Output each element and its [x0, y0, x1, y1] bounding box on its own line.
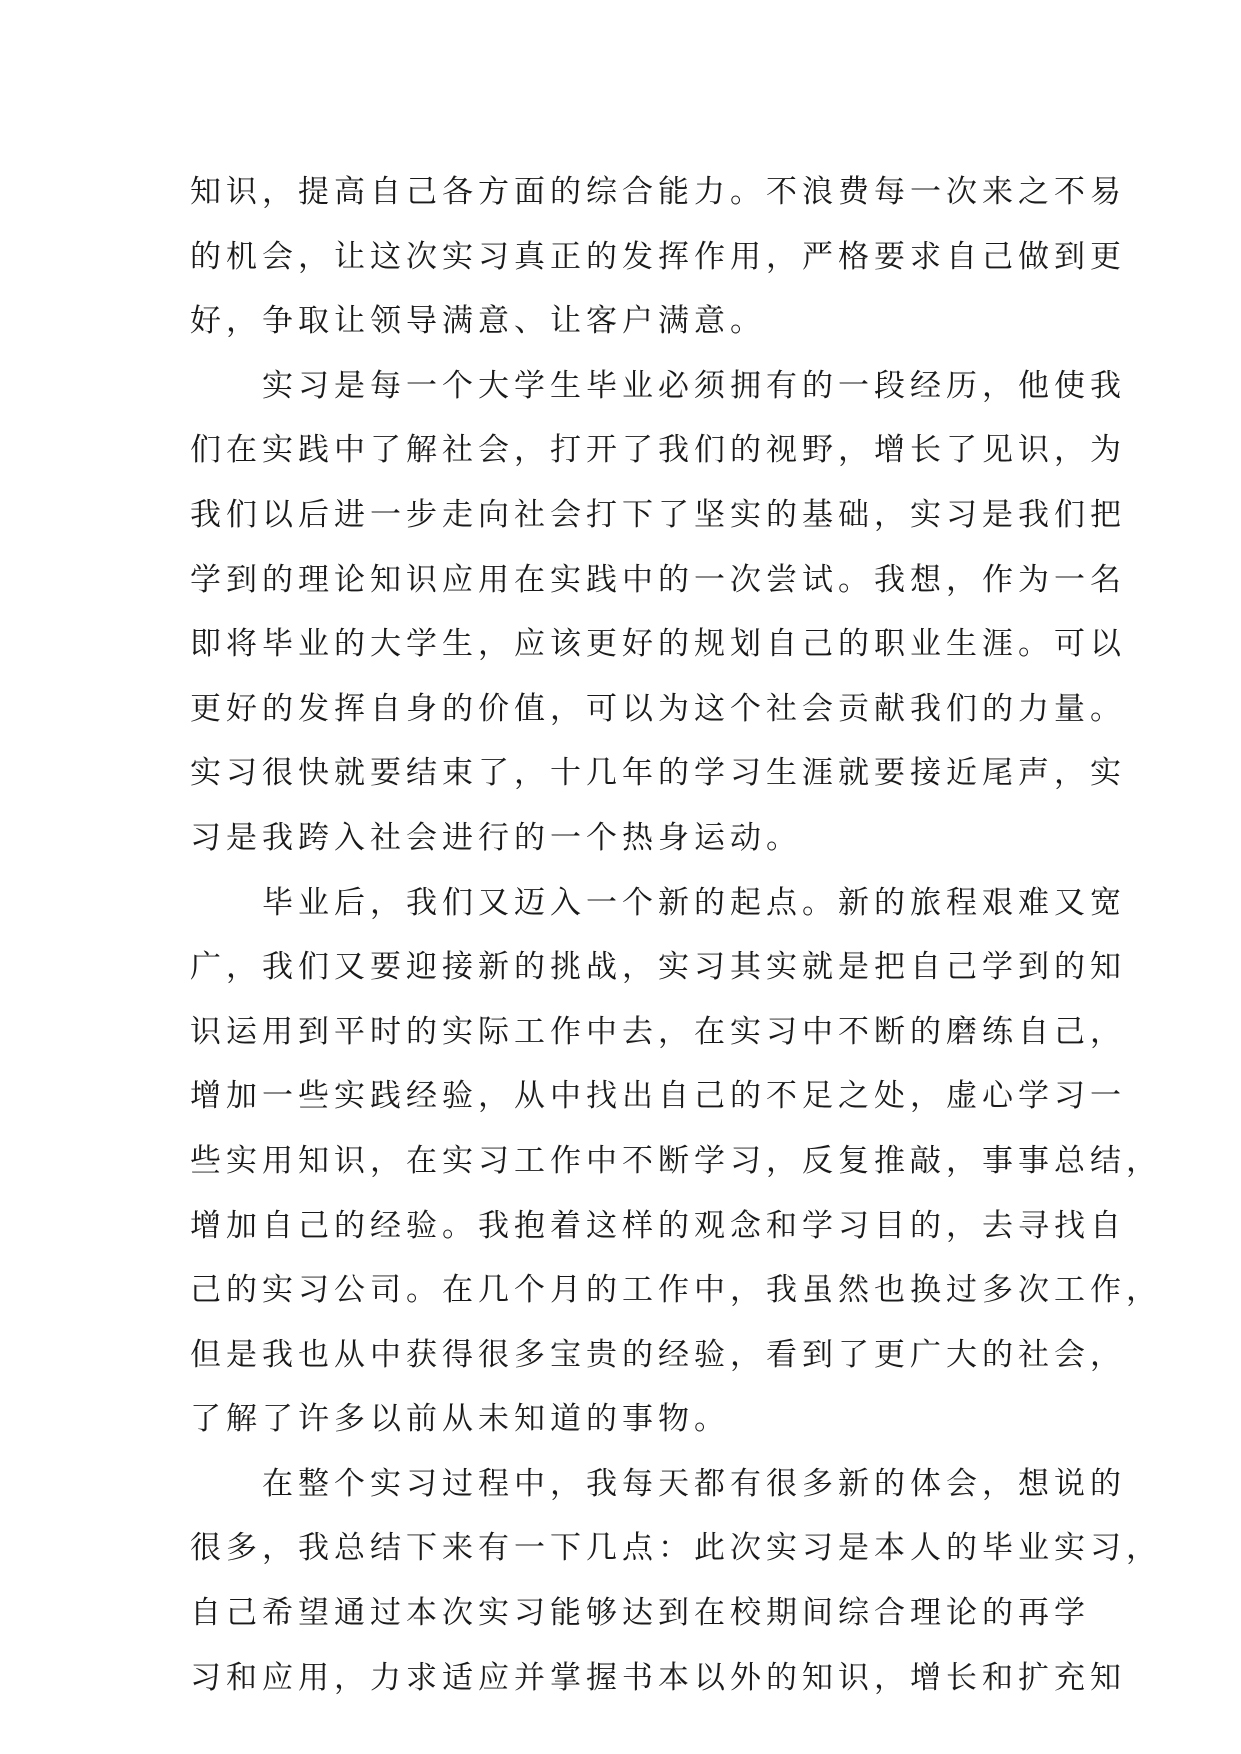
text-line: 更好的发挥自身的价值，可以为这个社会贡献我们的力量。: [190, 690, 1126, 727]
text-line: 学到的理论知识应用在实践中的一次尝试。我想，作为一名: [190, 561, 1126, 598]
text-line: 了解了许多以前从未知道的事物。: [190, 1401, 730, 1438]
text-line: 增加一些实践经验，从中找出自己的不足之处，虚心学习一: [190, 1078, 1126, 1115]
text-line: 好，争取让领导满意、让客户满意。: [190, 303, 766, 340]
text-line: 增加自己的经验。我抱着这样的观念和学习目的，去寻找自: [190, 1207, 1126, 1244]
text-line: 习是我跨入社会进行的一个热身运动。: [190, 819, 802, 856]
paragraph-first-line: 在整个实习过程中，我每天都有很多新的体会，想说的: [262, 1465, 1126, 1502]
text-line: 但是我也从中获得很多宝贵的经验，看到了更广大的社会，: [190, 1336, 1126, 1373]
paragraph-first-line: 毕业后，我们又迈入一个新的起点。新的旅程艰难又宽: [262, 884, 1126, 921]
text-line: 广，我们又要迎接新的挑战，实习其实就是把自己学到的知: [190, 949, 1126, 986]
text-line: 己的实习公司。在几个月的工作中，我虽然也换过多次工作，: [190, 1272, 1162, 1309]
text-line: 很多，我总结下来有一下几点：此次实习是本人的毕业实习，: [190, 1530, 1162, 1567]
text-line: 实习很快就要结束了，十几年的学习生涯就要接近尾声，实: [190, 755, 1126, 792]
text-line: 我们以后进一步走向社会打下了坚实的基础，实习是我们把: [190, 496, 1126, 533]
text-line: 即将毕业的大学生，应该更好的规划自己的职业生涯。可以: [190, 626, 1126, 663]
text-line: 些实用知识，在实习工作中不断学习，反复推敲，事事总结，: [190, 1142, 1162, 1179]
text-line: 们在实践中了解社会，打开了我们的视野，增长了见识，为: [190, 432, 1126, 469]
text-line: 习和应用，力求适应并掌握书本以外的知识，增长和扩充知: [190, 1659, 1126, 1696]
text-line: 识运用到平时的实际工作中去，在实习中不断的磨练自己，: [190, 1013, 1126, 1050]
text-line: 知识，提高自己各方面的综合能力。不浪费每一次来之不易: [190, 174, 1126, 210]
text-line: 的机会，让这次实习真正的发挥作用，严格要求自己做到更: [190, 238, 1126, 275]
text-line: 自己希望通过本次实习能够达到在校期间综合理论的再学: [190, 1595, 1090, 1632]
paragraph-first-line: 实习是每一个大学生毕业必须拥有的一段经历，他使我: [262, 367, 1126, 404]
body-text: [190, 160, 1162, 1710]
